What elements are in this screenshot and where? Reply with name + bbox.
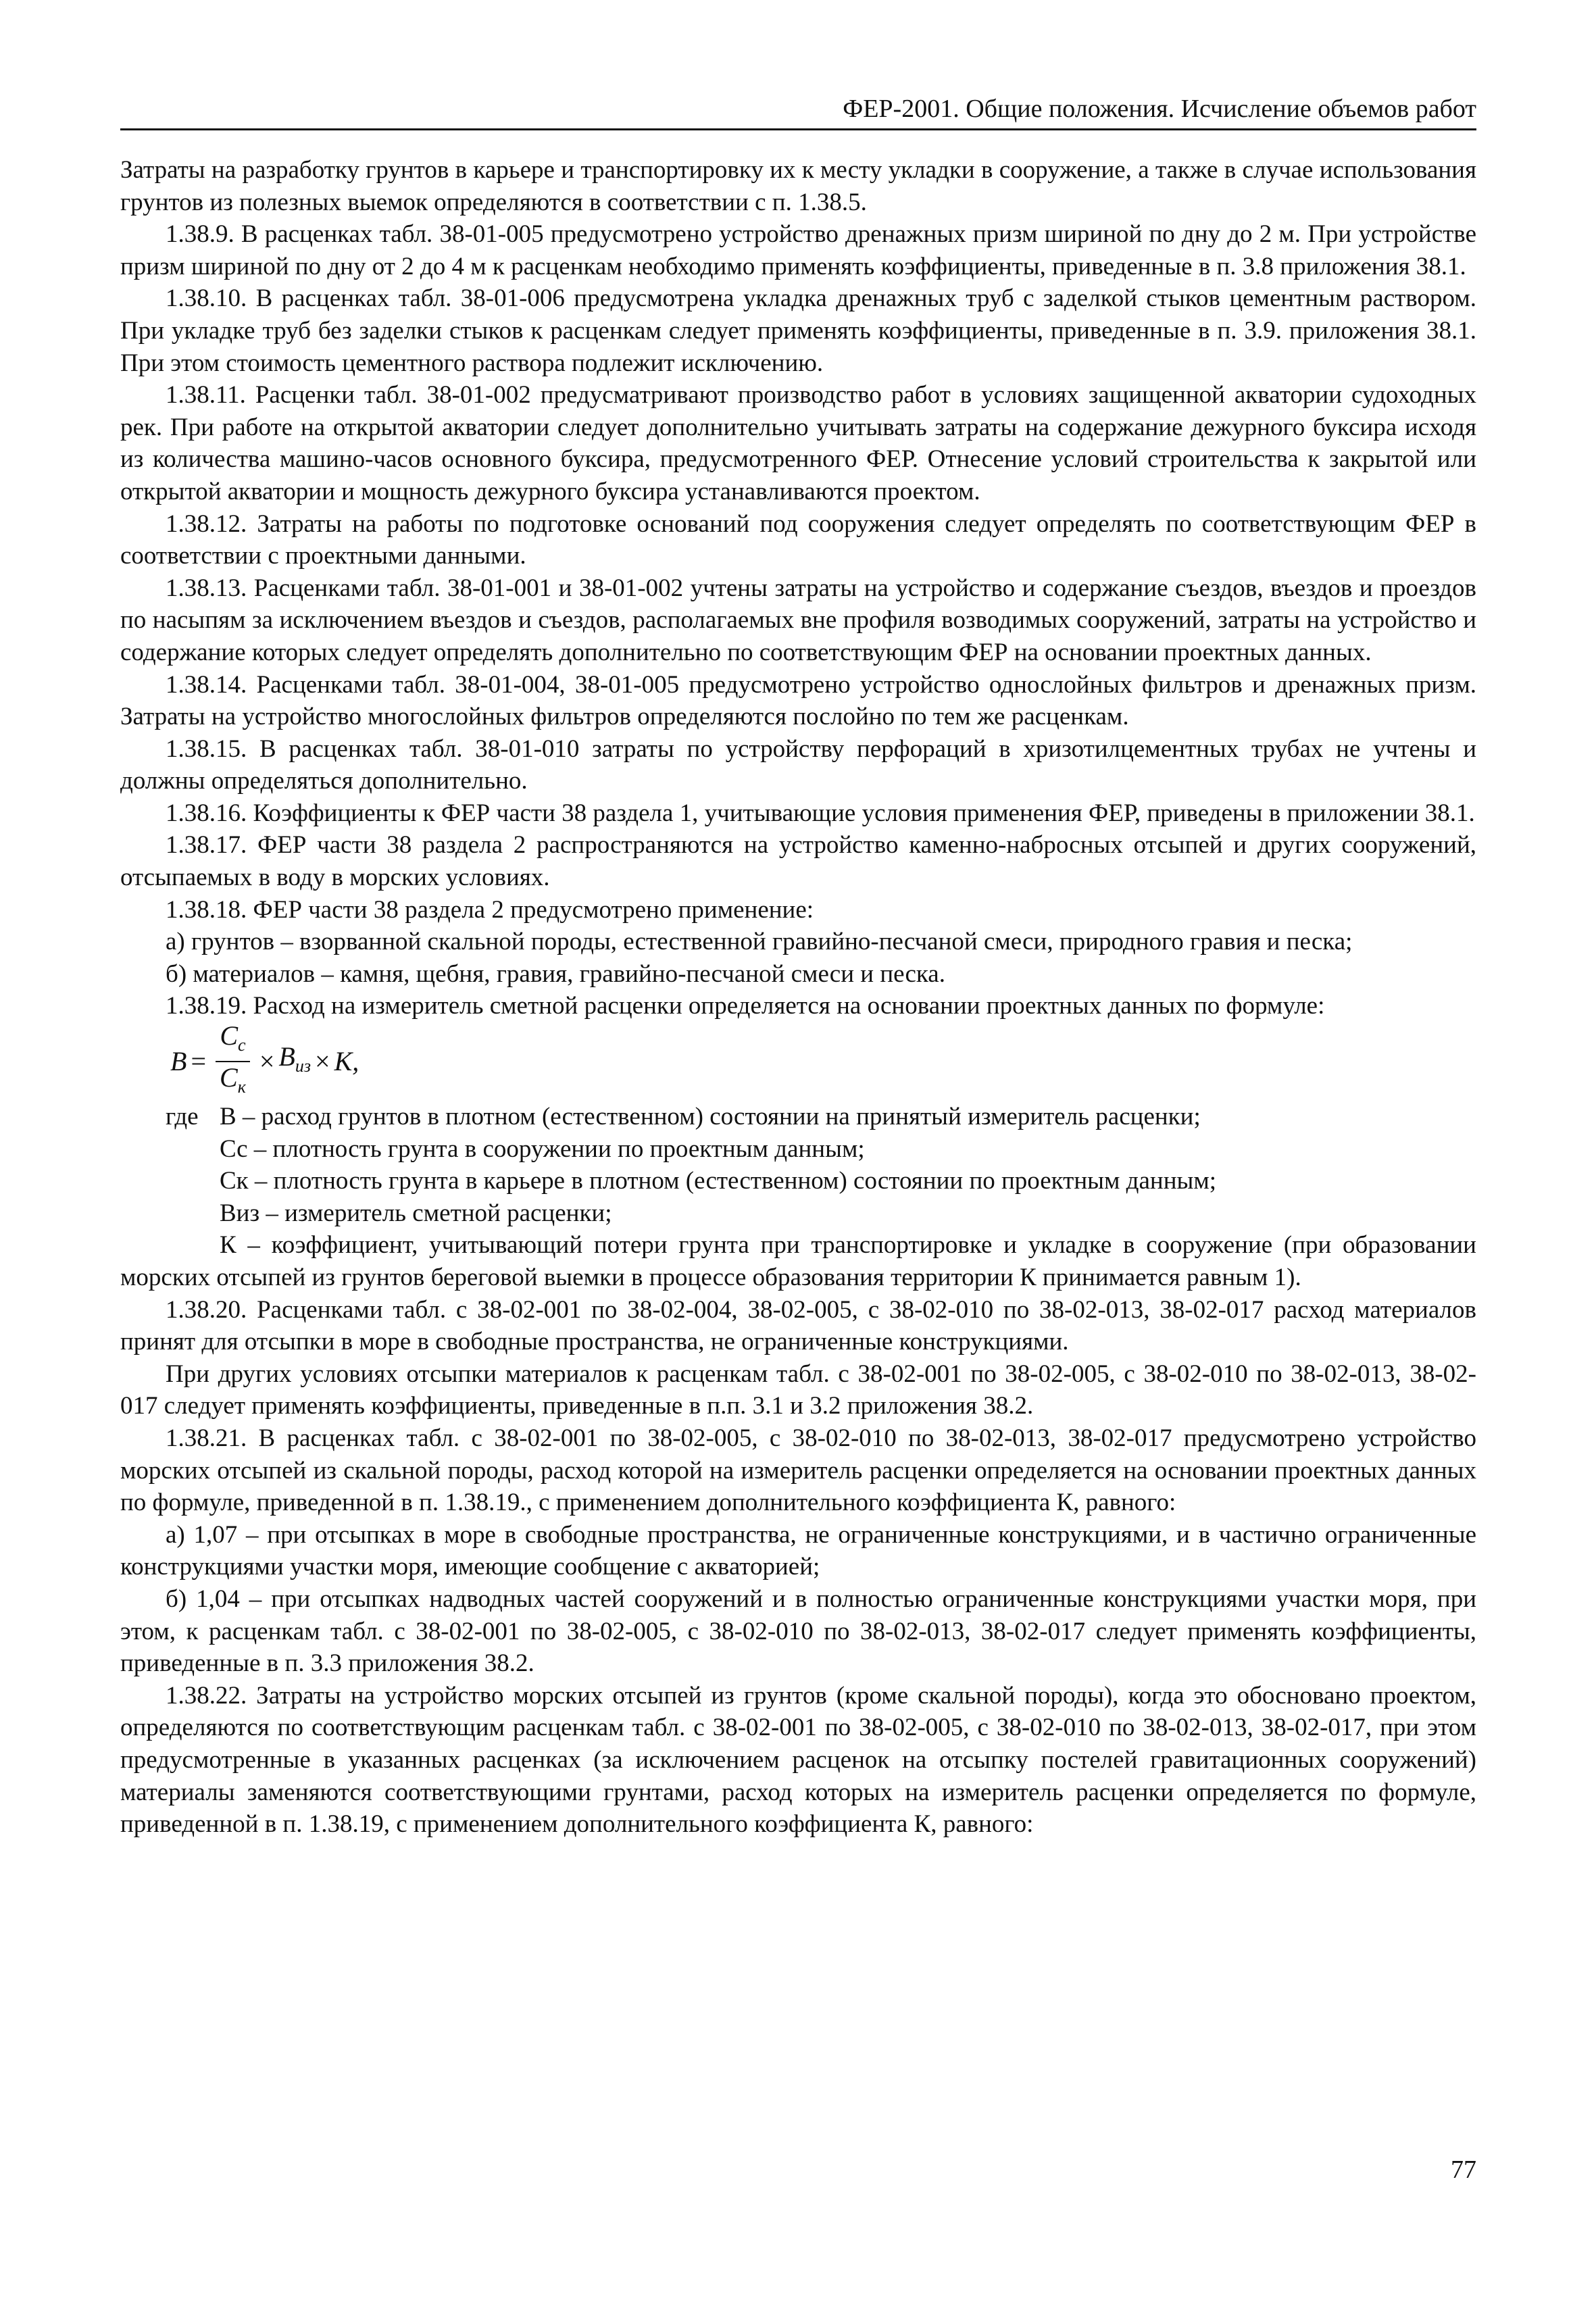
paragraph-1-38-22: 1.38.22. Затраты на устройство морских отсыпей из грунтов (кроме скальной породы), когда это обосновано проектом, определяются по соответствующим расценкам табл. с 38-02-001 по 38-02-005, с 38-02-010 по 38-02-013, 38-02-017, при этом предусмотренные в указанных расценках (за исключением расценок на отсыпку постелей гравитационных сооружений) материалы заменяются соответствующими грунтами, расход которых на измеритель расценки определяется по формуле, приведенной в п. 1.38.19, с применением дополнительного коэффициента К, равного: <box>120 1681 1476 1839</box>
paragraph-1-38-13: 1.38.13. Расценками табл. 38-01-001 и 38-01-002 учтены затраты на устройство и содержание съездов, въездов и проездов по насыпям за исключением въездов и съездов, располагаемых вне профиля возводимых сооружений, затраты на устройство и содержание которых следует определять дополнительно по соответствующим ФЕР на основании проектных данных. <box>120 574 1476 666</box>
paragraph-1-38-19: 1.38.19. Расход на измеритель сметной расценки определяется на основании проектных данных по формуле: <box>166 992 1325 1020</box>
numerator-subscript: c <box>238 1035 246 1055</box>
definition-k: К – коэффициент, учитывающий потери грунта при транспортировке и укладке в сооружение (при образовании морских отсыпей из грунтов береговой выемки в процессе образования территории К принимается равным 1). <box>120 1231 1476 1291</box>
paragraph-1-38-21: 1.38.21. В расценках табл. с 38-02-001 по 38-02-005, с 38-02-010 по 38-02-013, 38-02-017 предусмотрено устройство морских отсыпей из скальной породы, расход которой на измеритель расценки определяется на основании проектных данных по формуле, приведенной в п. 1.38.19., с применением дополнительного коэффициента К, равного: <box>120 1424 1476 1517</box>
list-item-b: б) материалов – камня, щебня, гравия, гравийно-песчаной смеси и песка. <box>166 960 945 988</box>
paragraph-1-38-11: 1.38.11. Расценки табл. 38-01-002 предусматривают производство работ в условиях защищенной акватории судоходных рек. При работе на открытой акватории следует дополнительно учитывать затраты на содержание дежурного буксира исходя из количества машино-часов основного буксира, предусмотренного ФЕР. Отнесение условий строительства к закрытой или открытой акватории и мощность дежурного буксира устанавливаются проектом. <box>120 381 1476 505</box>
paragraph-1-38-12: 1.38.12. Затраты на работы по подготовке оснований под сооружения следует определять по соответствующим ФЕР в соответствии с проектными данными. <box>120 509 1476 570</box>
formula-k: K, <box>334 1046 359 1077</box>
page-body <box>120 154 1476 1841</box>
paragraph-1-38-15: 1.38.15. В расценках табл. 38-01-010 затраты по устройству перфораций в хризотилцементных трубах не учтены и должны определяться дополнительно. <box>120 735 1476 795</box>
list-item-a: а) грунтов – взорванной скальной породы, естественной гравийно-песчаной смеси, природного гравия и песка; <box>166 928 1353 956</box>
formula-times-1: × <box>259 1046 275 1077</box>
running-header: ФЕР-2001. Общие положения. Исчисление объемов работ <box>120 93 1476 130</box>
paragraph-1-38-9: 1.38.9. В расценках табл. 38-01-005 предусмотрено устройство дренажных призм шириной по дну до 2 м. При устройстве призм шириной по дну от 2 до 4 м к расценкам необходимо применять коэффициенты, приведенные в п. 3.8 приложения 38.1. <box>120 220 1476 280</box>
b-symbol: B <box>278 1041 295 1072</box>
formula-definitions <box>120 1101 1476 1133</box>
paragraph-intro: Затраты на разработку грунтов в карьере и транспортировку их к месту укладки в сооружение, а также в случае использования грунтов из полезных выемок определяются в соответствии с п. 1.38.5. <box>120 156 1476 216</box>
list-item-1-04: б) 1,04 – при отсыпках надводных частей сооружений и в полностью ограниченные конструкциями участки моря, при этом, к расценкам табл. с 38-02-001 по 38-02-005, с 38-02-010 по 38-02-013, 38-02-017 следует применять коэффициенты, приведенные в п. 3.3 приложения 38.2. <box>120 1585 1476 1678</box>
fraction-denominator <box>216 1062 250 1103</box>
formula-times-2: × <box>315 1046 330 1077</box>
paragraph-1-38-20-other: При других условиях отсыпки материалов к расценкам табл. с 38-02-001 по 38-02-005, с 38-02-010 по 38-02-013, 38-02-017 следует применять коэффициенты, приведенные в п.п. 3.1 и 3.2 приложения 38.2. <box>120 1360 1476 1420</box>
paragraph-1-38-16: 1.38.16. Коэффициенты к ФЕР части 38 раздела 1, учитывающие условия применения ФЕР, приведены в приложении 38.1. <box>166 799 1475 827</box>
paragraph-1-38-20: 1.38.20. Расценками табл. с 38-02-001 по 38-02-004, 38-02-005, с 38-02-010 по 38-02-013, 38-02-017 расход материалов принят для отсыпки в море в свободные пространства, не ограниченные конструкциями. <box>120 1295 1476 1356</box>
fraction-numerator <box>216 1020 249 1062</box>
definition-biz: Виз – измеритель сметной расценки; <box>220 1199 612 1227</box>
b-subscript: из <box>295 1056 311 1076</box>
denominator-symbol: C <box>220 1062 238 1093</box>
formula-equals: = <box>191 1046 206 1077</box>
formula-b <box>278 1041 311 1082</box>
where-label: где <box>166 1103 199 1131</box>
definition-ck: Ск – плотность грунта в карьере в плотном (естественном) состоянии по проектным данным; <box>220 1167 1217 1195</box>
formula-fraction <box>216 1020 250 1103</box>
formula-lhs: B <box>170 1046 187 1077</box>
list-item-1-07: а) 1,07 – при отсыпках в море в свободные пространства, не ограниченные конструкциями, и в частично ограниченные конструкциями участки моря, имеющие сообщение с акваторией; <box>120 1520 1476 1581</box>
numerator-symbol: C <box>220 1020 238 1051</box>
definition-row-b <box>120 1101 1476 1133</box>
paragraph-1-38-10: 1.38.10. В расценках табл. 38-01-006 предусмотрена укладка дренажных труб с заделкой стыков цементным раствором. При укладке труб без заделки стыков к расценкам следует применять коэффициенты, приведенные в п. 3.9. приложения 38.1. При этом стоимость цементного раствора подлежит исключению. <box>120 284 1476 377</box>
definition-b: В – расход грунтов в плотном (естественном) состоянии на принятый измеритель расценки; <box>220 1103 1201 1131</box>
paragraph-1-38-18: 1.38.18. ФЕР части 38 раздела 2 предусмотрено применение: <box>166 895 814 924</box>
denominator-subscript: к <box>237 1077 246 1097</box>
definition-cc: Сс – плотность грунта в сооружении по проектным данным; <box>220 1135 865 1163</box>
paragraph-1-38-14: 1.38.14. Расценками табл. 38-01-004, 38-01-005 предусмотрено устройство однослойных фильтров и дренажных призм. Затраты на устройство многослойных фильтров определяются послойно по тем же расценкам. <box>120 670 1476 731</box>
definitions-list <box>120 1133 1476 1294</box>
paragraph-1-38-17: 1.38.17. ФЕР части 38 раздела 2 распространяются на устройство каменно-набросных отсыпей и других сооружений, отсыпаемых в воду в морских условиях. <box>120 831 1476 892</box>
consumption-formula <box>170 1022 1476 1101</box>
page-number: 77 <box>1451 2156 1476 2184</box>
